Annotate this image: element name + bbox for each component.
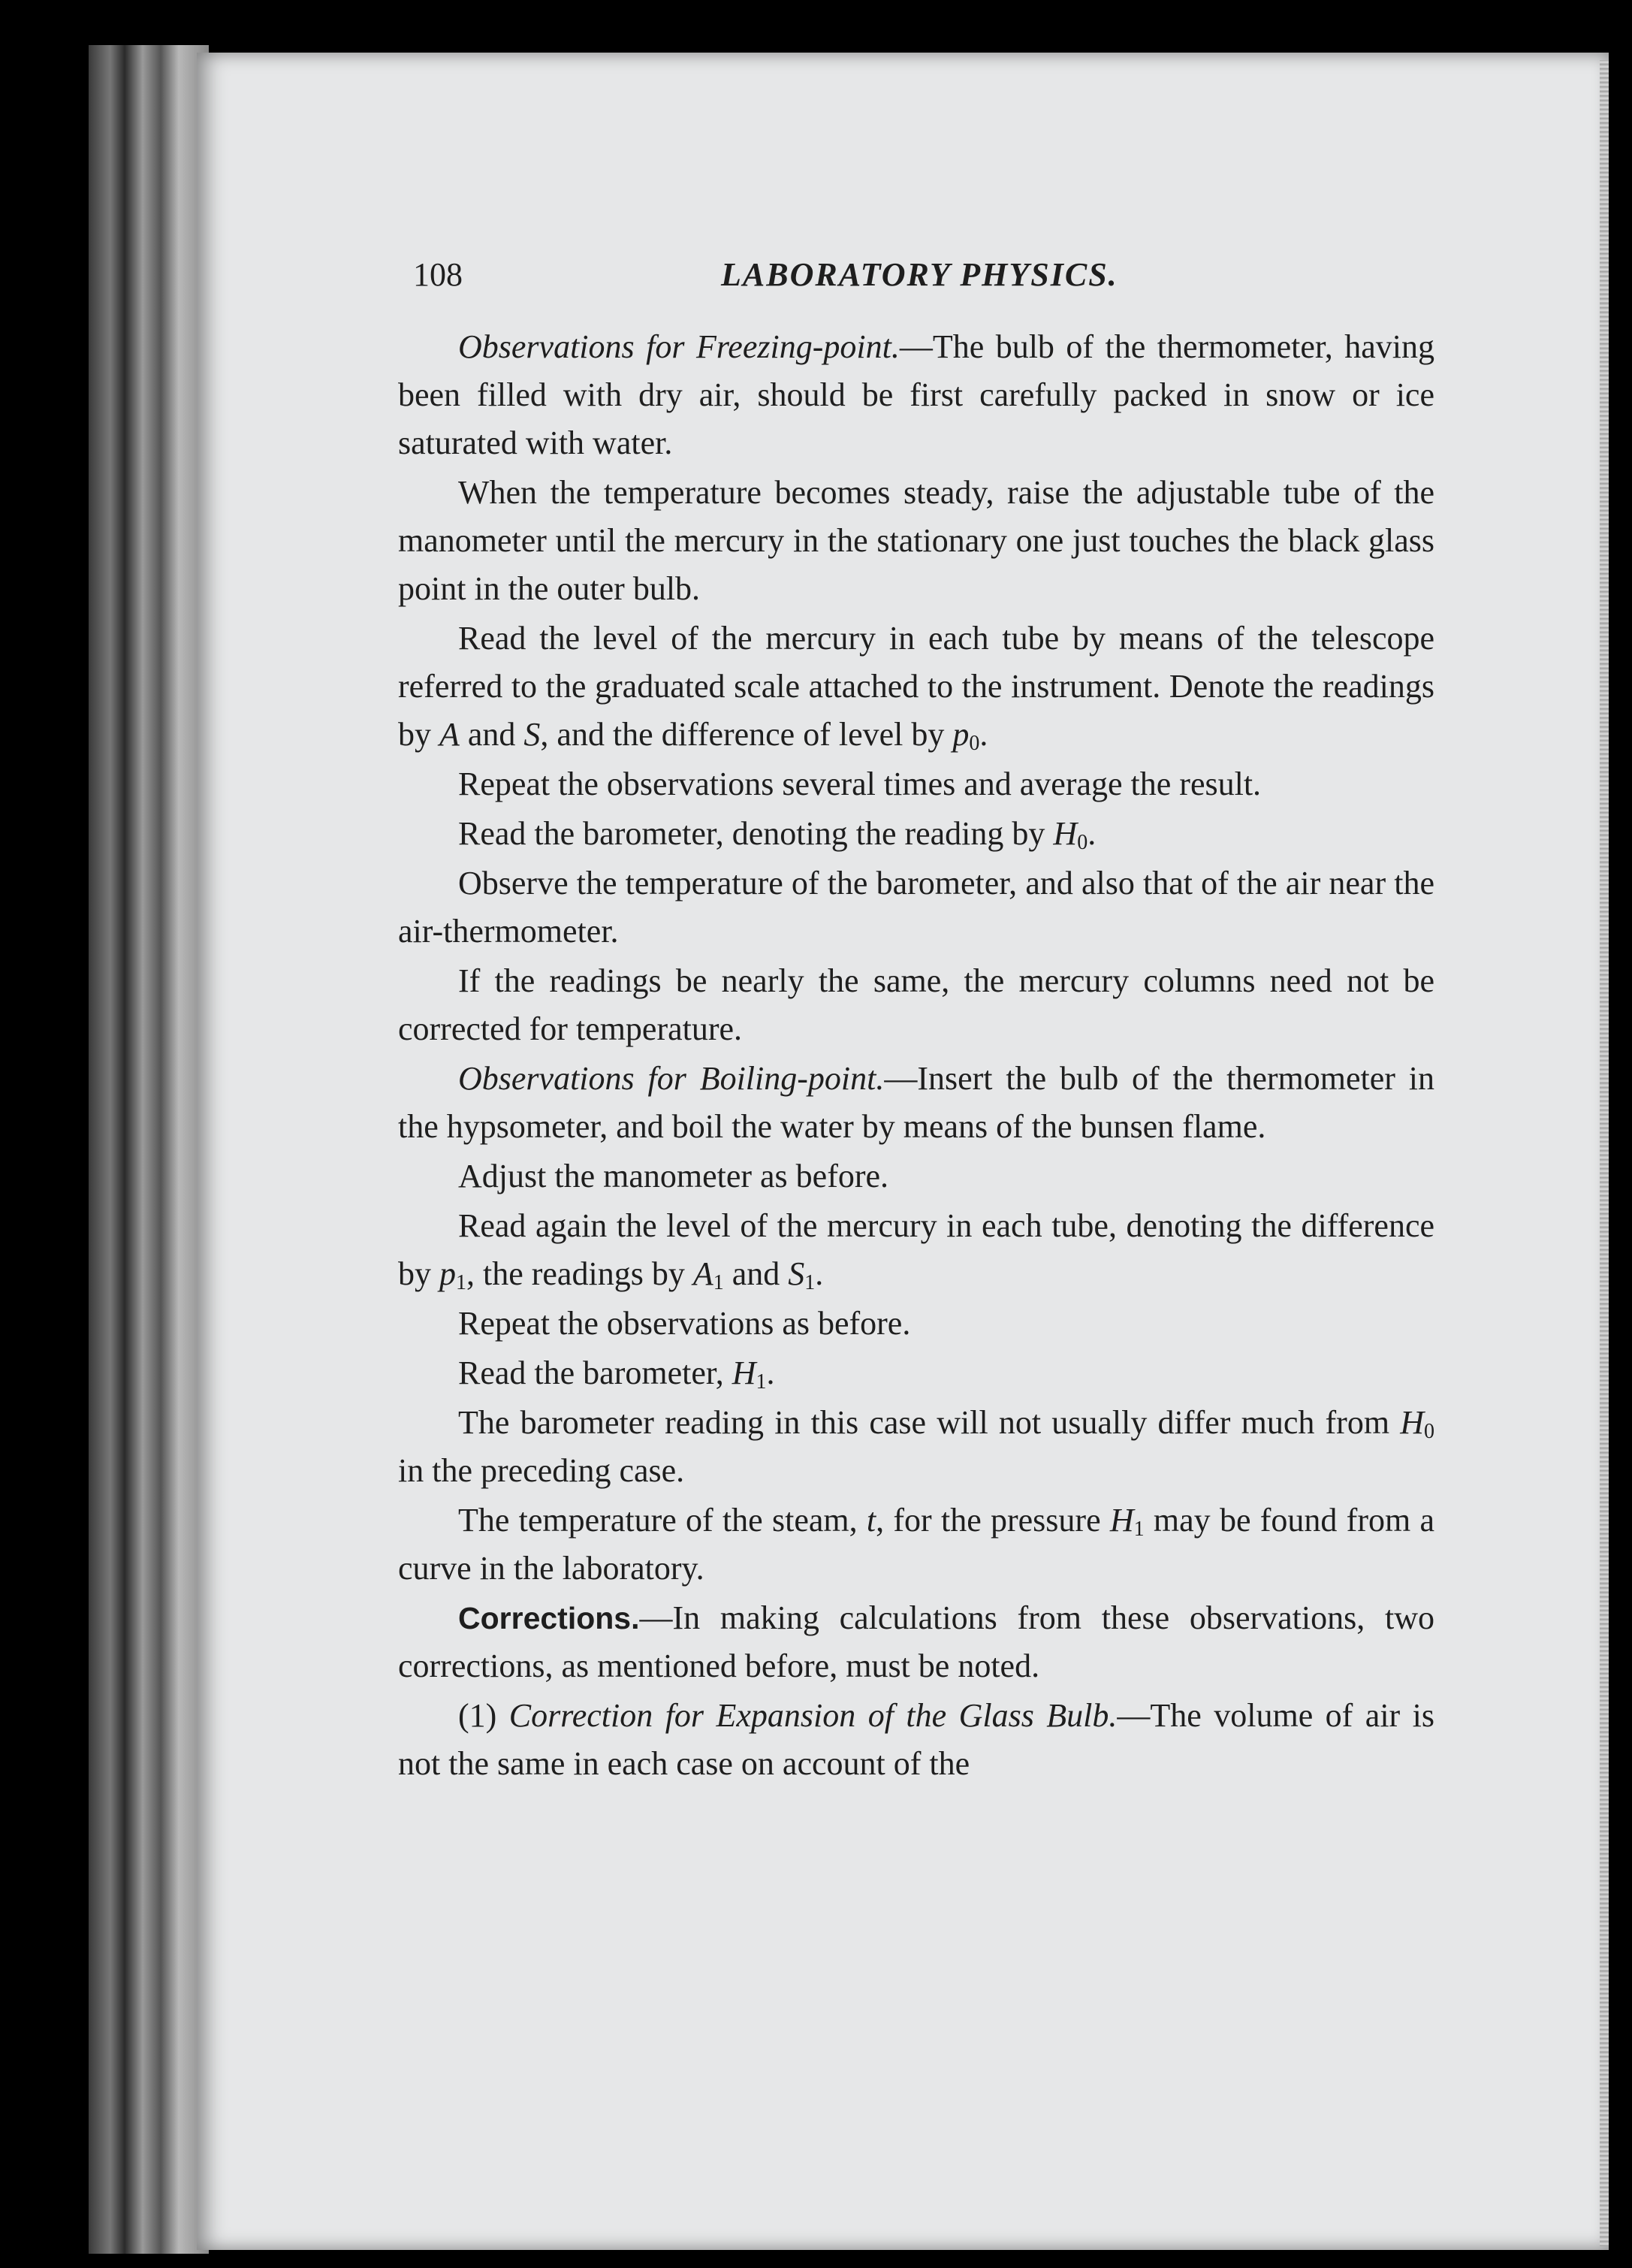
paragraph-text: . bbox=[979, 716, 988, 753]
subscript: 1 bbox=[456, 1271, 466, 1294]
paragraph-text: and bbox=[459, 716, 524, 753]
paragraph-text: , the readings by bbox=[466, 1255, 693, 1292]
paragraph-text: The temperature of the steam, bbox=[458, 1502, 867, 1539]
paragraph bbox=[398, 1594, 1434, 1690]
paragraph: Adjust the manometer as before. bbox=[458, 1158, 889, 1194]
paragraph-text: —The bulb of the thermometer, having been filled with dry air, should be first carefully packed in snow or ice saturated with water. bbox=[398, 328, 1435, 461]
paragraph-text: The barometer reading in this case will not usually differ much from bbox=[458, 1404, 1401, 1441]
subscript: 0 bbox=[1424, 1420, 1434, 1443]
symbol: t bbox=[866, 1502, 876, 1539]
body-text bbox=[398, 323, 1434, 1788]
page-edge bbox=[1600, 60, 1609, 2246]
paragraph bbox=[398, 1202, 1434, 1298]
subscript: 1 bbox=[1133, 1518, 1145, 1541]
paragraph-text: Read again the level of the mercury in each tube, denoting the difference by bbox=[398, 1207, 1434, 1292]
paragraph-text: in the preceding case. bbox=[398, 1452, 685, 1489]
subscript: 1 bbox=[804, 1271, 816, 1294]
paragraph: When the temperature becomes steady, raise the adjustable tube of the manometer until the mercury in the stationary one just touches the black glass point in the outer bulb. bbox=[398, 474, 1434, 607]
paragraph: Repeat the observations as before. bbox=[458, 1305, 911, 1342]
paragraph-text: Read the level of the mercury in each tube by means of the telescope referred to the graduated scale attached to the instrument. Denote the readings by bbox=[398, 620, 1434, 753]
section-heading: Observations for Boiling-point. bbox=[458, 1060, 885, 1097]
paragraph-text: . bbox=[815, 1255, 824, 1292]
section-heading: Corrections. bbox=[458, 1601, 640, 1635]
paragraph bbox=[398, 1349, 1434, 1397]
paragraph-text: . bbox=[1087, 815, 1097, 852]
paragraph-text: , for the pressure bbox=[876, 1502, 1110, 1539]
paragraph bbox=[398, 1055, 1434, 1151]
paragraph bbox=[398, 323, 1434, 467]
paragraph-text: , and the difference of level by bbox=[540, 716, 953, 753]
symbol: H bbox=[732, 1354, 756, 1391]
paragraph bbox=[398, 615, 1434, 759]
subscript: 1 bbox=[756, 1370, 767, 1394]
subscript: 0 bbox=[969, 732, 980, 755]
subscript: 0 bbox=[1077, 831, 1088, 854]
paragraph-text: may be found from a curve in the laboratory. bbox=[398, 1502, 1434, 1587]
paragraph-text: —The volume of air is not the same in each case on account of the bbox=[398, 1697, 1434, 1782]
paragraph bbox=[398, 1399, 1434, 1495]
paragraph: Observe the temperature of the barometer, and also that of the air near the air-thermometer. bbox=[398, 865, 1434, 950]
section-heading: Correction for Expansion of the Glass Bulb. bbox=[508, 1697, 1118, 1734]
paragraph bbox=[398, 1496, 1434, 1593]
page-content bbox=[398, 255, 1434, 1789]
page-header bbox=[398, 255, 1434, 308]
section-heading: Observations for Freezing-point. bbox=[458, 328, 900, 365]
symbol: H bbox=[1109, 1502, 1134, 1539]
running-head: LABORATORY PHYSICS. bbox=[721, 256, 1118, 293]
symbol: p bbox=[952, 716, 970, 753]
page-number: 108 bbox=[413, 256, 463, 293]
paragraph bbox=[398, 810, 1434, 858]
paragraph: If the readings be nearly the same, the mercury columns need not be corrected for temperature. bbox=[398, 962, 1434, 1047]
symbol: H bbox=[1053, 815, 1078, 852]
symbol: A bbox=[439, 716, 460, 753]
paragraph bbox=[398, 1692, 1434, 1788]
paragraph-text: —Insert the bulb of the thermometer in the hypsometer, and boil the water by means of the bunsen flame. bbox=[398, 1060, 1434, 1145]
symbol: p bbox=[439, 1255, 456, 1292]
paragraph-text: . bbox=[766, 1354, 775, 1391]
symbol: S bbox=[523, 716, 541, 753]
subscript: 1 bbox=[713, 1271, 724, 1294]
paragraph-text: Read the barometer, denoting the reading by bbox=[458, 815, 1054, 852]
symbol: S bbox=[788, 1255, 805, 1292]
paragraph-number: (1) bbox=[458, 1697, 509, 1734]
paragraph: Repeat the observations several times and average the result. bbox=[458, 766, 1262, 802]
symbol: A bbox=[692, 1255, 713, 1292]
book-spine bbox=[89, 45, 209, 2254]
symbol: H bbox=[1400, 1404, 1424, 1441]
paragraph-text: —In making calculations from these observations, two corrections, as mentioned before, must be noted. bbox=[398, 1599, 1434, 1684]
paragraph-text: and bbox=[723, 1255, 789, 1292]
paragraph-text: Read the barometer, bbox=[458, 1354, 732, 1391]
